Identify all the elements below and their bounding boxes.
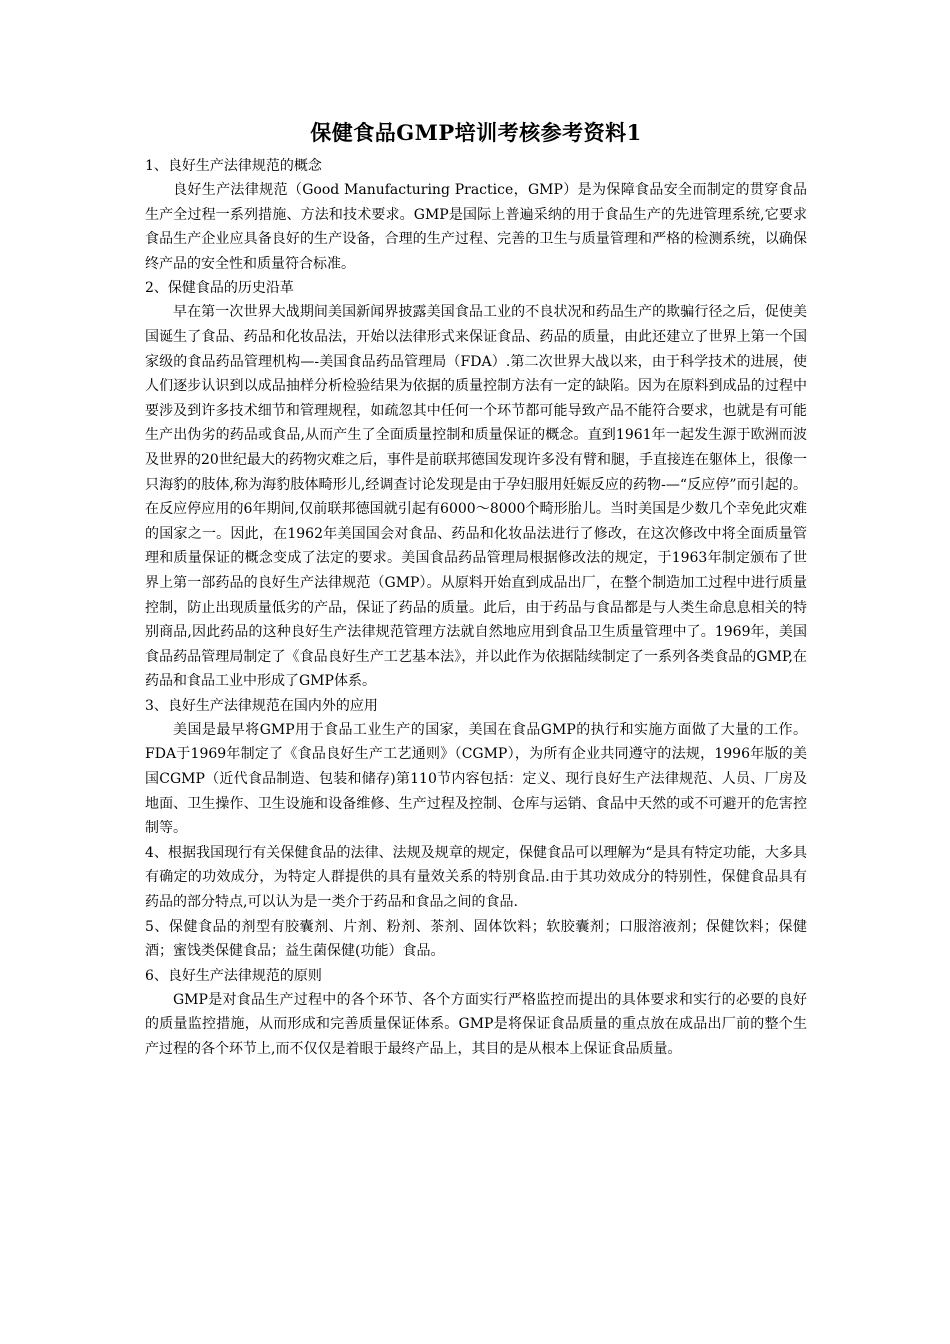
- section-1-paragraph: 良好生产法律规范（Good Manufacturing Practice，GMP）是为保障食品安全而制定的贯穿食品生产全过程一系列措施、方法和技术要求。GMP是国际上普遍采纳的用于食品生产的先进管理系统,它要求食品生产企业应具备良好的生产设备，合理的生产过程、完善的卫生与质量管理和严格的检测系统，以确保终产品的安全性和质量符合标准。: [145, 182, 807, 272]
- document-title: 保健食品GMP培训考核参考资料1: [310, 120, 642, 145]
- section-1-heading: 1、良好生产法律规范的概念: [145, 158, 322, 174]
- section-5-paragraph: 5、保健食品的剂型有胶囊剂、片剂、粉剂、茶剂、固体饮料；软胶囊剂；口服溶液剂；保健饮料；保健酒；蜜饯类保健食品；益生菌保健(功能）食品。: [145, 918, 807, 960]
- section-6-heading: 6、良好生产法律规范的原则: [145, 967, 322, 984]
- section-4-paragraph: 4、根据我国现行有关保健食品的法律、法规及规章的规定，保健食品可以理解为“是具有特定功能，大多具有确定的功效成分，为特定人群提供的具有量效关系的特别食品.由于其功效成分的特别性，保健食品具有药品的部分特点,可以认为是一类介于药品和食品之间的食品.: [145, 844, 807, 911]
- section-2-paragraph: 早在第一次世界大战期间美国新闻界披露美国食品工业的不良状况和药品生产的欺骗行径之后，促使美国诞生了食品、药品和化妆品法，开始以法律形式来保证食品、药品的质量，由此还建立了世界上第一个国家级的食品药品管理机构—-美国食品药品管理局（FDA）.第二次世界大战以来，由于科学技术的进展，使人们逐步认识到以成品抽样分析检验结果为依据的质量控制方法有一定的缺陷。因为在原料到成品的过程中要涉及到许多技术细节和管理规程，如疏忽其中任何一个环节都可能导致产品不能符合要求，也就是有可能生产出伪劣的药品或食品,从而产生了全面质量控制和质量保证的概念。直到1961年一起发生源于欧洲而波及世界的20世纪最大的药物灾难之后，事件是前联邦德国发现许多没有臂和腿，手直接连在躯体上，很像一只海豹的肢体,称为海豹肢体畸形儿,经调查讨论发现是由于孕妇服用妊娠反应的药物-—“反应停”而引起的。在反应停应用的6年期间,仅前联邦德国就引起有6000～8000个畸形胎儿。当时美国是少数几个幸免此灾难的国家之一。因此，在1962年美国国会对食品、药品和化妆品法进行了修改，在这次修改中将全面质量管理和质量保证的概念变成了法定的要求。美国食品药品管理局根据修改法的规定，于1963年制定颁布了世界上第一部药品的良好生产法律规范（GMP）。从原料开始直到成品出厂，在整个制造加工过程中进行质量控制，防止出现质量低劣的产品，保证了药品的质量。此后，由于药品与食品都是与人类生命息息相关的特别商品,因此药品的这种良好生产法律规范管理方法就自然地应用到食品卫生质量管理中了。1969年，美国食品药品管理局制定了《食品良好生产工艺基本法》，并以此作为依据陆续制定了一系列各类食品的GMP,在药品和食品工业中形成了GMP体系。: [145, 304, 807, 690]
- section-6-paragraph: GMP是对食品生产过程中的各个环节、各个方面实行严格监控而提出的具体要求和实行的必要的良好的质量监控措施，从而形成和完善质量保证体系。GMP是将保证食品质量的重点放在成品出厂前的整个生产过程的各个环节上,而不仅仅是着眼于最终产品上，其目的是从根本上保证食品质量。: [145, 991, 807, 1057]
- section-3-heading: 3、良好生产法律规范在国内外的应用: [145, 697, 378, 714]
- document-page: [145, 118, 807, 1062]
- section-2-heading: 2、保健食品的历史沿革: [145, 280, 294, 297]
- section-3-paragraph: 美国是最早将GMP用于食品工业生产的国家，美国在食品GMP的执行和实施方面做了大量的工作。FDA于1969年制定了《食品良好生产工艺通则》（CGMP），为所有企业共同遵守的法规，1996年版的美国CGMP（近代食品制造、包装和储存)第110节内容包括：定义、现行良好生产法律规范、人员、厂房及地面、卫生操作、卫生设施和设备维修、生产过程及控制、仓库与运销、食品中天然的或不可避开的危害控制等。: [145, 721, 807, 837]
